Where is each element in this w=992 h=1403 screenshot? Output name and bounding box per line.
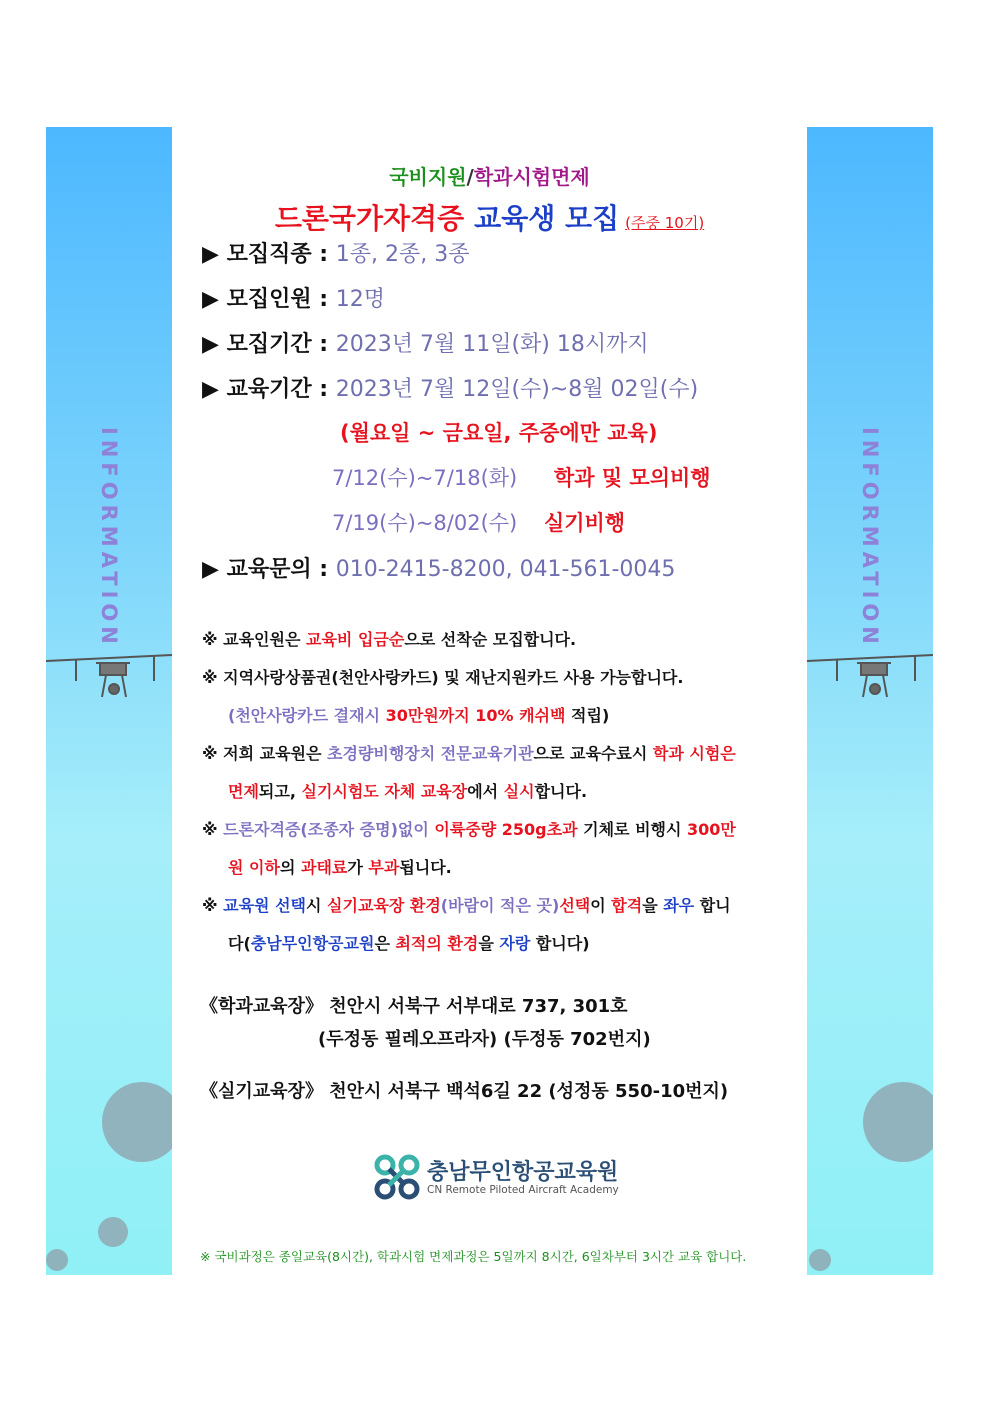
bullet-icon: ▶ [202,242,219,267]
bullet-icon: ▶ [202,557,219,582]
field-row: ▶ 교육기간 : 2023년 7월 12일(수)~8월 02일(수) [202,377,699,402]
bullet-icon: ▶ [202,287,219,312]
note-item-cont: (천안사랑카드 결재시 30만원까지 10% 캐쉬백 적립) [228,706,610,725]
side-label-right: INFORMATION [858,427,882,649]
note-item-cont: 면제되고, 실기시험도 자체 교육장에서 실시합니다. [228,782,588,801]
decor-circle [98,1217,128,1247]
drone-icon [46,633,172,713]
contact-row: ▶ 교육문의 : 010-2415-8200, 041-561-0045 [202,557,676,582]
drone-icon [807,633,933,713]
class-venue-address-detail: (두정동 필레오프라자) (두정동 702번지) [318,1029,651,1050]
schedule-period-2: 7/19(수)~8/02(수) 실기비행 [332,511,626,535]
flyer-content [172,127,807,1275]
note-item-cont: 원 이하의 과태료가 부과됩니다. [228,858,452,877]
footnote: ※ 국비과정은 종일교육(8시간), 학과시험 면제과정은 5일까지 8시간, 6일차부터 3시간 교육 합니다. [200,1249,747,1264]
note-item: ※ 드론자격증(조종자 증명)없이 이륙중량 250g초과 기체로 비행시 300만 [202,820,736,839]
field-row: ▶ 모집인원 : 12명 [202,287,385,312]
note-item: ※ 교육인원은 교육비 입금순으로 선착순 모집합니다. [202,630,577,649]
field-row: ▶ 모집직종 : 1종, 2종, 3종 [202,242,470,267]
schedule-period-1: 7/12(수)~7/18(화) 학과 및 모의비행 [332,466,711,490]
note-item-cont: 다(충남무인항공교원은 최적의 환경을 자랑 합니다) [228,934,590,953]
side-label-left: INFORMATION [97,427,121,649]
bullet-icon: ▶ [202,377,219,402]
decor-circle [46,1249,68,1271]
class-venue-address: 《학과교육장》 천안시 서북구 서부대로 737, 301호 [200,996,628,1017]
academy-logo: 충남무인항공교육원 CN Remote Piloted Aircraft Academy [373,1153,613,1203]
field-venue-address: 《실기교육장》 천안시 서북구 백석6길 22 (성정동 550-10번지) [200,1081,729,1102]
note-item: ※ 저희 교육원은 초경량비행장치 전문교육기관으로 교육수료시 학과 시험은 [202,744,736,763]
decor-circle [102,1082,172,1162]
header-subtitle: 국비지원/학과시험면제 [389,165,590,189]
drone-logo-icon [373,1153,421,1201]
note-item: ※ 교육원 선택시 실기교육장 환경(바람이 적은 곳)선택이 합격을 좌우 합니 [202,896,731,915]
schedule-note: (월요일 ~ 금요일, 주중에만 교육) [340,421,658,445]
left-side-band [46,127,172,1275]
right-side-band [807,127,933,1275]
field-row: ▶ 모집기간 : 2023년 7월 11일(화) 18시까지 [202,332,649,357]
bullet-icon: ▶ [202,332,219,357]
decor-circle [863,1082,933,1162]
page-title: 드론국가자격증 교육생 모집 (주중 10기) [274,202,705,235]
note-item: ※ 지역사랑상품권(천안사랑카드) 및 재난지원카드 사용 가능합니다. [202,668,684,687]
decor-circle [809,1249,831,1271]
